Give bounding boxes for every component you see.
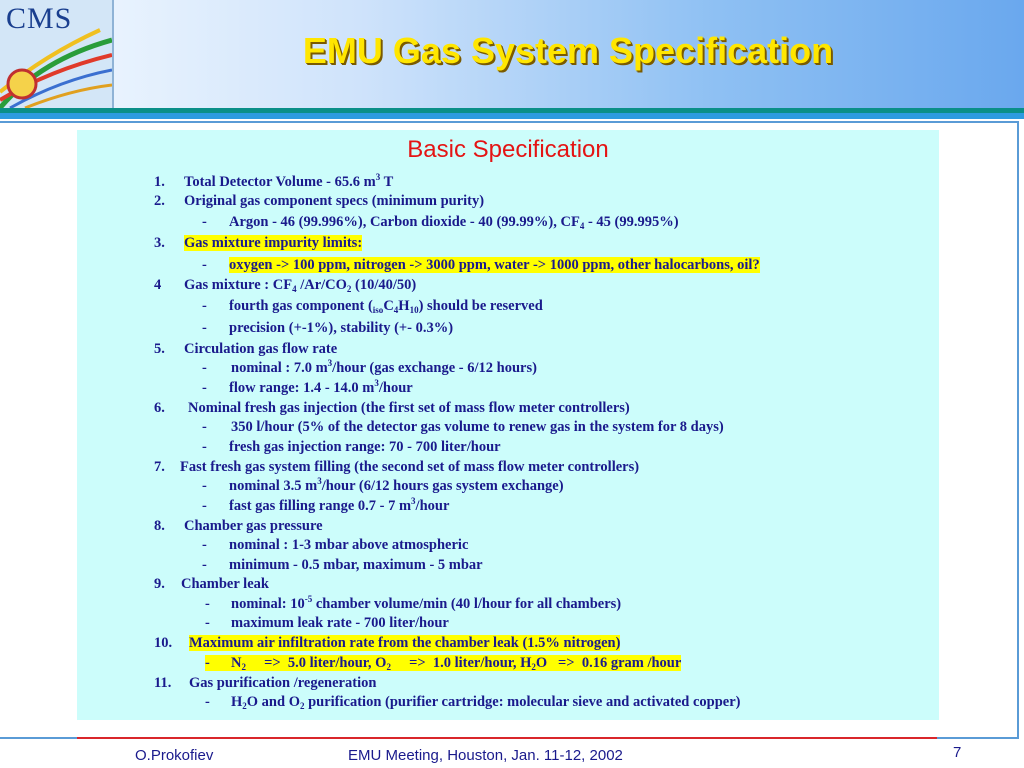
bullet: - xyxy=(202,557,207,573)
cms-logo xyxy=(0,0,114,108)
spec-subitem xyxy=(202,359,537,377)
subscript: 4 xyxy=(393,305,399,315)
spec-subitem xyxy=(202,379,413,397)
item-text: /hour (6/12 hours gas system exchange) xyxy=(321,478,564,494)
item-text: - 45 (99.995%) xyxy=(584,214,679,230)
item-text: Chamber leak xyxy=(181,576,269,592)
subscript: 4 xyxy=(292,284,297,294)
spec-subitem xyxy=(205,693,740,711)
page-number: 7 xyxy=(953,744,962,761)
spec-subitem xyxy=(202,297,543,315)
item-text: Total Detector Volume - 65.6 m xyxy=(184,174,376,190)
subscript: 4 xyxy=(579,221,585,231)
item-text: nominal 3.5 m xyxy=(229,478,318,494)
item-number: 5. xyxy=(154,341,165,357)
bullet: - xyxy=(202,298,207,314)
subscript: 2 xyxy=(299,701,305,711)
spec-subitem xyxy=(202,477,564,495)
item-text: H xyxy=(231,694,243,710)
bullet: - xyxy=(202,214,207,230)
spec-item-5 xyxy=(154,340,337,358)
spec-item-10 xyxy=(154,634,620,652)
item-text: Chamber gas pressure xyxy=(184,518,323,534)
bullet: - xyxy=(202,537,207,553)
spec-subitem xyxy=(202,536,468,554)
item-text: N xyxy=(231,655,242,671)
item-text: fast gas filling range 0.7 - 7 m xyxy=(229,498,412,514)
bullet: - xyxy=(202,360,207,376)
subscript: 10 xyxy=(409,305,419,315)
subscript: 2 xyxy=(346,284,352,294)
item-text: (10/40/50) xyxy=(351,277,417,293)
item-text: maximum leak rate - 700 liter/hour xyxy=(231,615,449,631)
item-text: Original gas component specs (minimum purity) xyxy=(184,193,485,209)
item-text: Gas mixture : CF xyxy=(184,277,293,293)
spec-item-1 xyxy=(154,173,393,191)
spec-item-4 xyxy=(154,276,416,294)
spec-subitem xyxy=(205,595,621,613)
spec-subitem xyxy=(202,438,501,456)
item-number: 10. xyxy=(154,635,173,651)
spec-subitem xyxy=(202,418,724,436)
cms-logo-text: CMS xyxy=(6,2,73,35)
spec-subitem xyxy=(202,497,449,515)
item-text: T xyxy=(380,174,394,190)
spec-item-9 xyxy=(154,575,269,593)
spec-item-7 xyxy=(154,458,639,476)
item-text: H xyxy=(398,298,410,314)
item-text: purification (purifier cartridge: molecular sieve and activated copper) xyxy=(304,694,741,710)
bullet: - xyxy=(202,320,207,336)
panel-title: Basic Specification xyxy=(407,136,609,163)
item-text: C xyxy=(383,298,394,314)
item-text: /hour xyxy=(378,380,413,396)
item-number: 11. xyxy=(154,675,172,691)
item-number: 3. xyxy=(154,235,165,251)
item-text: O => 0.16 gram /hour xyxy=(535,655,682,671)
subscript: 2 xyxy=(386,662,391,672)
bullet: - xyxy=(202,478,207,494)
item-number: 6. xyxy=(154,400,165,416)
header-divider-accent xyxy=(0,113,1024,119)
item-text: Gas purification /regeneration xyxy=(189,675,377,691)
item-text: 350 l/hour (5% of the detector gas volume to renew gas in the system for 8 days) xyxy=(231,419,724,435)
superscript: 3 xyxy=(327,358,333,368)
bullet: - xyxy=(202,419,207,435)
superscript: 3 xyxy=(374,378,379,388)
superscript: 3 xyxy=(411,496,416,506)
item-text: fresh gas injection range: 70 - 700 liter/hour xyxy=(229,439,501,455)
item-number: 9. xyxy=(154,576,165,592)
subscript: 2 xyxy=(241,662,246,672)
bullet: - xyxy=(205,694,210,710)
item-text: chamber volume/min (40 l/hour for all chambers) xyxy=(312,596,622,612)
footer-divider xyxy=(77,737,937,739)
item-text: fourth gas component ( xyxy=(229,298,373,314)
spec-item-8 xyxy=(154,517,323,535)
item-text: /Ar/CO xyxy=(296,277,347,293)
bullet: - xyxy=(205,615,210,631)
item-text: => 5.0 liter/hour, O xyxy=(245,655,387,671)
spec-subitem xyxy=(202,556,483,574)
bullet: - xyxy=(202,380,207,396)
bullet: - xyxy=(202,439,207,455)
superscript: 3 xyxy=(375,172,381,182)
item-text: /hour (gas exchange - 6/12 hours) xyxy=(332,360,537,376)
item-text: minimum - 0.5 mbar, maximum - 5 mbar xyxy=(229,557,483,573)
item-text: Circulation gas flow rate xyxy=(184,341,338,357)
superscript: 3 xyxy=(317,476,322,486)
bullet: - xyxy=(205,655,210,671)
specification-panel xyxy=(77,130,939,720)
item-text: O and O xyxy=(246,694,300,710)
item-text: Nominal fresh gas injection (the first set of mass flow meter controllers) xyxy=(188,400,630,416)
bullet: - xyxy=(202,257,207,273)
spec-subitem xyxy=(202,256,760,274)
item-text: Argon - 46 (99.996%), Carbon dioxide - 40 (99.99%), CF xyxy=(229,214,580,230)
item-text: nominal : 1-3 mbar above atmospheric xyxy=(229,537,469,553)
spec-item-11 xyxy=(154,674,376,692)
slide-title: EMU Gas System Specification xyxy=(302,30,834,71)
bullet: - xyxy=(205,596,210,612)
spec-subitem xyxy=(205,614,449,632)
highlighted-text: Gas mixture impurity limits: xyxy=(184,235,363,251)
spec-item-3 xyxy=(154,234,362,252)
highlighted-text: Maximum air infiltration rate from the chamber leak (1.5% nitrogen) xyxy=(189,635,621,651)
subscript: iso xyxy=(372,305,384,315)
spec-subitem xyxy=(202,319,453,337)
subscript: 2 xyxy=(242,701,247,711)
item-text: flow range: 1.4 - 14.0 m xyxy=(229,380,375,396)
item-text: /hour xyxy=(415,498,450,514)
item-number: 4 xyxy=(154,277,162,293)
item-text: precision (+-1%), stability (+- 0.3%) xyxy=(229,320,454,336)
item-text: => 1.0 liter/hour, H xyxy=(390,655,532,671)
item-number: 1. xyxy=(154,174,165,190)
spec-subitem xyxy=(202,213,679,231)
subscript: 2 xyxy=(531,662,536,672)
item-number: 7. xyxy=(154,459,165,475)
item-text: nominal: 10 xyxy=(231,596,305,612)
spec-item-2 xyxy=(154,192,484,210)
spec-item-6 xyxy=(154,399,630,417)
bullet: - xyxy=(202,498,207,514)
item-text: Fast fresh gas system filling (the second set of mass flow meter controllers) xyxy=(180,459,640,475)
item-number: 2. xyxy=(154,193,165,209)
highlighted-text: oxygen -> 100 ppm, nitrogen -> 3000 ppm, water -> 1000 ppm, other halocarbons, oil? xyxy=(229,257,760,273)
item-number: 8. xyxy=(154,518,165,534)
superscript: -5 xyxy=(304,594,313,604)
slide-header xyxy=(0,0,1024,108)
item-text: nominal : 7.0 m xyxy=(231,360,328,376)
spec-subitem xyxy=(205,654,681,672)
footer-meeting: EMU Meeting, Houston, Jan. 11-12, 2002 xyxy=(348,747,623,764)
footer-author: O.Prokofiev xyxy=(135,747,214,764)
item-text: ) should be reserved xyxy=(418,298,543,314)
